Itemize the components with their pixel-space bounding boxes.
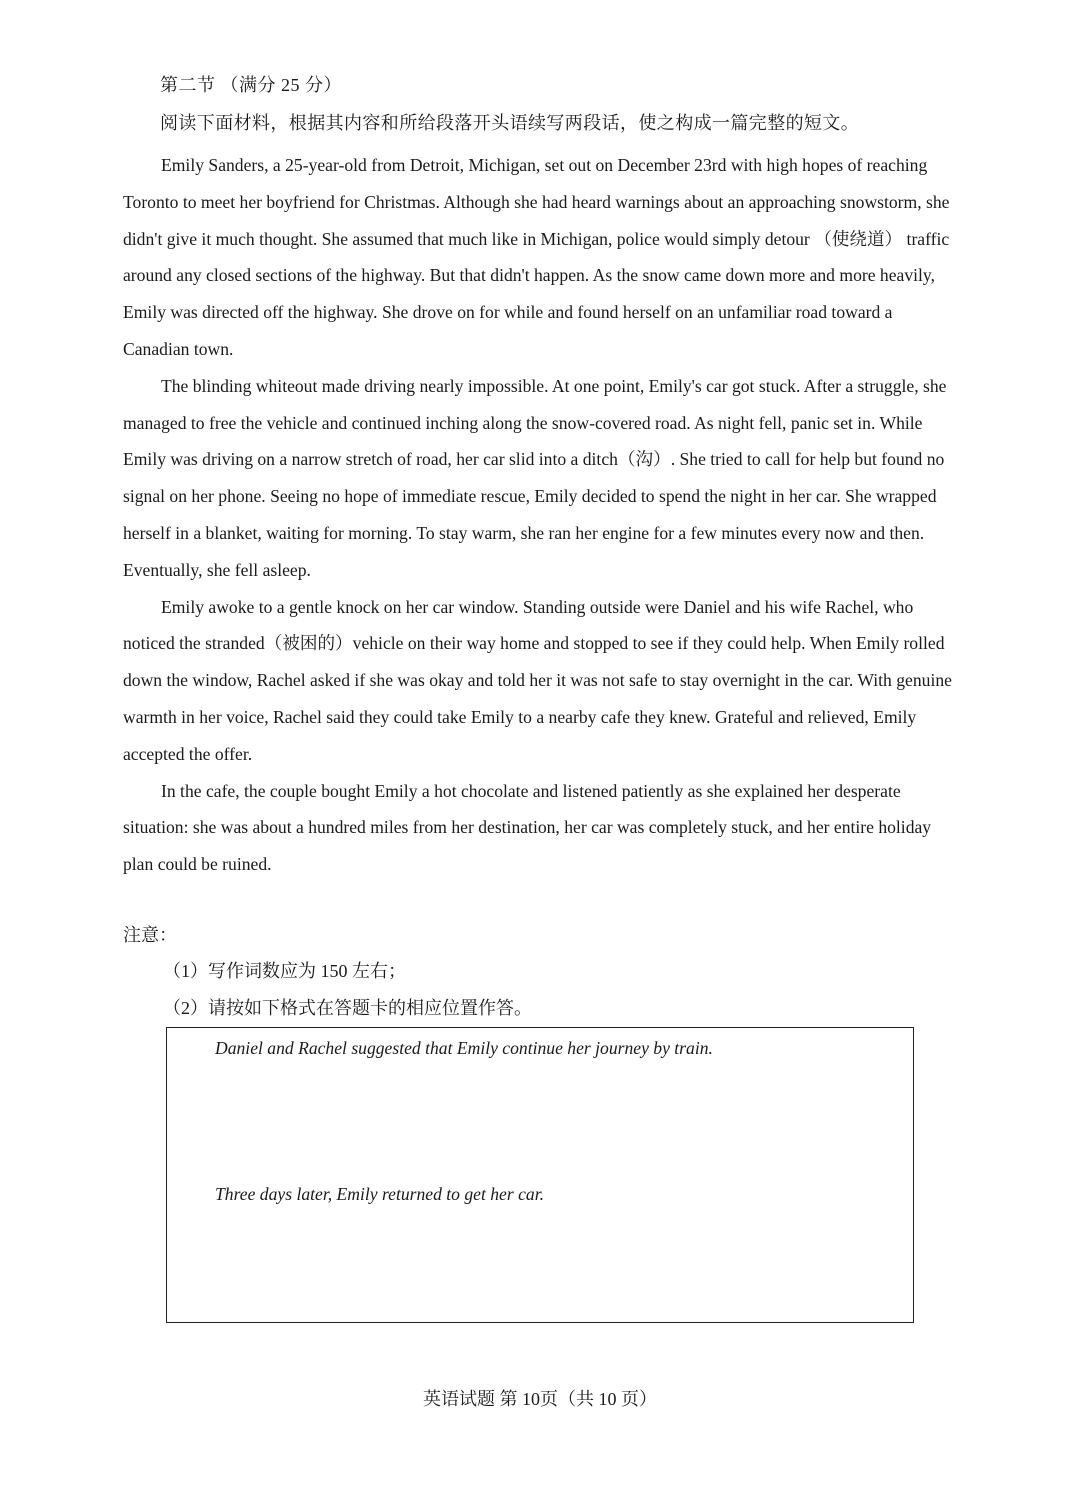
paragraph-opener-2: Three days later, Emily returned to get her car. bbox=[215, 1184, 545, 1204]
answer-box bbox=[166, 1027, 914, 1323]
story-paragraph: In the cafe, the couple bought Emily a hot chocolate and listened patiently as she explained her desperate situation: she was about a hundred miles from her destination, her car was completely stuck, and her entire holiday plan could be ruined. bbox=[123, 780, 932, 875]
note-word-count: （1）写作词数应为 150 左右； bbox=[163, 961, 406, 981]
note-answer-format: （2）请按如下格式在答题卡的相应位置作答。 bbox=[163, 998, 532, 1018]
paragraph-opener-1: Daniel and Rachel suggested that Emily continue her journey by train. bbox=[215, 1038, 713, 1058]
page-footer: 英语试题 第 10页（共 10 页） bbox=[423, 1389, 657, 1409]
story-passage bbox=[123, 147, 963, 883]
section-title: 第二节 （满分 25 分） bbox=[160, 75, 342, 95]
instruction-text: 阅读下面材料，根据其内容和所给段落开头语续写两段话，使之构成一篇完整的短文。 bbox=[160, 113, 860, 133]
notes-label: 注意： bbox=[123, 925, 177, 945]
story-paragraph: Emily awoke to a gentle knock on her car window. Standing outside were Daniel and his wife Rachel, who noticed the stranded（被困的）vehicle on their way home and stopped to see if they could help. When Emily rolled down the window, Rachel asked if she was okay and told her it was not safe to stay overnight in the car. With genuine warmth in her voice, Rachel said they could take Emily to a nearby cafe they knew. Grateful and relieved, Emily accepted the offer. bbox=[123, 596, 952, 764]
story-paragraph: Emily Sanders, a 25-year-old from Detroit, Michigan, set out on December 23rd with high hopes of reaching Toronto to meet her boyfriend for Christmas. Although she had heard warnings about an approaching snowstorm, she didn't give it much thought. She assumed that much like in Michigan, police would simply detour （使绕道） traffic around any closed sections of the highway. But that didn't happen. As the snow came down more and more heavily, Emily was directed off the highway. She drove on for while and found herself on an unfamiliar road toward a Canadian town. bbox=[123, 155, 950, 359]
story-paragraph: The blinding whiteout made driving nearly impossible. At one point, Emily's car got stuck. After a struggle, she managed to free the vehicle and continued inching along the snow-covered road. As night fell, panic set in. While Emily was driving on a narrow stretch of road, her car slid into a ditch（沟）. She tried to call for help but found no signal on her phone. Seeing no hope of immediate rescue, Emily decided to spend the night in her car. She wrapped herself in a blanket, waiting for morning. To stay warm, she ran her engine for a few minutes every now and then. Eventually, she fell asleep. bbox=[123, 375, 947, 580]
